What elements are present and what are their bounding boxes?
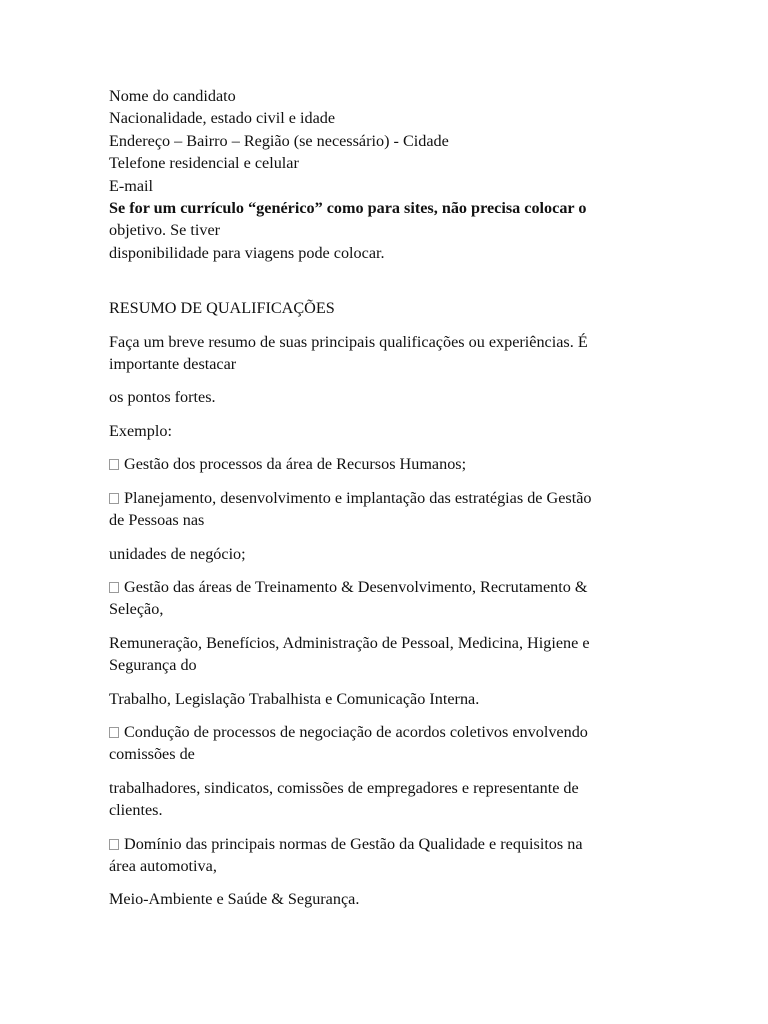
list-item-continuation (109, 688, 659, 710)
list-item (109, 453, 659, 475)
list-item-continuation (109, 632, 659, 677)
list-item-continuation (109, 543, 659, 565)
intro-line-1: Faça um breve resumo de suas principais qualificações ou experiências. É (109, 332, 588, 351)
list-item-text-part1: Gestão das áreas de Treinamento & Desenvolvimento, Recrutamento & (124, 577, 588, 596)
example-label-block (109, 420, 659, 442)
list-item-continuation (109, 888, 659, 910)
bullet-box-icon (109, 582, 119, 593)
section-heading (109, 297, 659, 319)
section-title: RESUMO DE QUALIFICAÇÕES (109, 299, 335, 318)
list-item-cont-line: Segurança do (109, 656, 197, 675)
list-item-cont-line: Trabalho, Legislação Trabalhista e Comunicação Interna. (109, 689, 480, 708)
candidate-nationality: Nacionalidade, estado civil e idade (109, 109, 336, 128)
list-item-cont-line: Meio-Ambiente e Saúde & Segurança. (109, 890, 360, 909)
list-item-text-part1: Planejamento, desenvolvimento e implantação das estratégias de Gestão (124, 488, 592, 507)
example-label: Exemplo: (109, 421, 172, 440)
list-item (109, 721, 659, 766)
list-item-cont-line: clientes. (109, 801, 163, 820)
list-item-text-part2: comissões de (109, 745, 195, 764)
objective-note-line3: disponibilidade para viagens pode colocar. (109, 243, 385, 262)
bullet-box-icon (109, 459, 119, 470)
list-item-text-part2: Seleção, (109, 600, 164, 619)
list-item-cont-line: trabalhadores, sindicatos, comissões de empregadores e representante de (109, 778, 579, 797)
candidate-email: E-mail (109, 176, 154, 195)
objective-note-line2: objetivo. Se tiver (109, 221, 221, 240)
candidate-phone: Telefone residencial e celular (109, 154, 299, 173)
list-item-text-part1: Condução de processos de negociação de acordos coletivos envolvendo (124, 722, 588, 741)
intro-cont-line: os pontos fortes. (109, 388, 216, 407)
list-item-cont-line: Remuneração, Benefícios, Administração de Pessoal, Medicina, Higiene e (109, 633, 590, 652)
bullet-box-icon (109, 493, 119, 504)
list-item (109, 487, 659, 532)
list-item-cont-line: unidades de negócio; (109, 544, 246, 563)
intro-continuation (109, 386, 659, 408)
bullet-box-icon (109, 727, 119, 738)
candidate-address: Endereço – Bairro – Região (se necessário) - Cidade (109, 131, 449, 150)
list-item (109, 833, 659, 878)
list-item-text-part1: Domínio das principais normas de Gestão da Qualidade e requisitos na (124, 834, 583, 853)
objective-note-bold: Se for um currículo “genérico” como para sites, não precisa colocar o (109, 199, 587, 218)
intro-paragraph (109, 331, 659, 376)
list-item (109, 576, 659, 621)
candidate-name: Nome do candidato (109, 87, 236, 105)
list-item-continuation (109, 777, 659, 822)
list-item-text-part2: área automotiva, (109, 856, 217, 875)
bullet-box-icon (109, 839, 119, 850)
list-item-text-part2: de Pessoas nas (109, 511, 205, 530)
document-body (109, 85, 659, 911)
intro-line-2: importante destacar (109, 355, 237, 374)
list-item-text: Gestão dos processos da área de Recursos Humanos; (124, 455, 467, 474)
